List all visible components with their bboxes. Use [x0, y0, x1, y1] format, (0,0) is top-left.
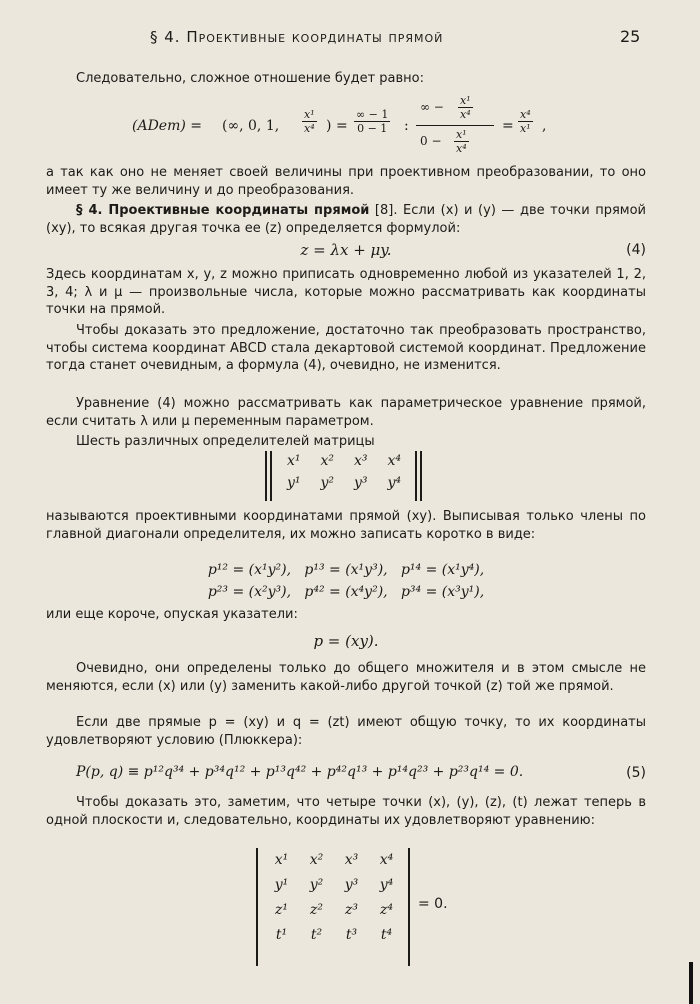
- eq-tuple: (∞, 0, 1,: [222, 118, 280, 134]
- frac-inf-zero: [354, 108, 390, 135]
- determinant-cells: [264, 852, 404, 943]
- eq-colon: :: [404, 118, 409, 134]
- edge-mark: [689, 962, 693, 1004]
- matrix-entry: t¹: [275, 927, 288, 943]
- determinant-bar: [256, 848, 258, 966]
- frac-den: 0 − 1: [357, 122, 388, 135]
- frac-den: x⁴: [304, 122, 315, 135]
- matrix-entry: y³: [353, 475, 368, 491]
- paragraph-coplanar: Чтобы доказать это, заметим, что четыре точки (x), (y), (z), (t) лежат теперь в одной плоскости и, следовательно, координаты их удовлетворяют уравнению:: [46, 795, 646, 828]
- matrix-entry: t³: [345, 927, 358, 943]
- matrix-2x4: [265, 451, 425, 501]
- matrix-bar: [270, 451, 272, 501]
- cf-bottom-frac: [454, 128, 469, 155]
- eq-lhs: (ADem) =: [132, 118, 202, 134]
- matrix-entry: t²: [310, 927, 323, 943]
- paragraph-two-lines: Если две прямые p = (xy) и q = (zt) имеют общую точку, то их координаты удовлетворяют условию (Плюккера):: [46, 715, 646, 748]
- matrix-entry: x⁴: [387, 453, 401, 469]
- eq-equals-2: =: [502, 118, 514, 134]
- cf-inf-minus: ∞ −: [420, 100, 444, 114]
- matrix-entry: t⁴: [380, 927, 393, 943]
- equation-cross-ratio: [132, 94, 552, 160]
- matrix-entry: z¹: [275, 902, 288, 918]
- matrix-entry: z⁴: [380, 902, 393, 918]
- matrix-entry: x⁴: [379, 852, 394, 868]
- frac-num: x¹: [460, 94, 471, 107]
- eq-equals: =: [336, 118, 348, 134]
- matrix-entry: x²: [320, 453, 334, 469]
- eq-close: ): [326, 118, 332, 134]
- frac-den: x⁴: [456, 142, 467, 155]
- matrix-entry: z³: [345, 902, 358, 918]
- paragraph-intro: Следовательно, сложное отношение будет равно:: [76, 71, 424, 86]
- cf-main-bar: [416, 125, 494, 126]
- matrix-bar: [420, 451, 422, 501]
- matrix-entry: y⁴: [379, 877, 394, 893]
- paragraph-indices: Здесь координатам x, y, z можно приписать одновременно любой из указателей 1, 2, 3, 4; λ и μ — произвольные числа, которые можно рассматривать как координаты точки на прямой.: [46, 267, 646, 317]
- frac-x4-x1: [518, 108, 533, 135]
- cf-top-frac: [458, 94, 473, 121]
- determinant-4x4: [256, 848, 476, 966]
- matrix-entry: x³: [353, 453, 368, 469]
- matrix-bar: [265, 451, 267, 501]
- cf-zero-minus: 0 −: [420, 134, 442, 148]
- matrix-entry: y³: [344, 877, 359, 893]
- matrix-entry: x³: [344, 852, 359, 868]
- paragraph-projective-coords: называются проективными координатами прямой (xy). Выписывая только члены по главной диагонали определителя, их можно записать коротко в виде:: [46, 509, 646, 542]
- matrix-entry: y⁴: [387, 475, 402, 491]
- paragraph-proof: Чтобы доказать это предложение, достаточно так преобразовать пространство, чтобы система координат ABCD стала декартовой системой координат. Предложение тогда станет очевидным, а формула (4), очевидно, не изменится.: [46, 323, 646, 373]
- paragraph-parametric: Уравнение (4) можно рассматривать как параметрическое уравнение прямой, если считать λ или μ переменным параметром.: [46, 396, 646, 429]
- matrix-entry: x¹: [274, 852, 289, 868]
- frac-den: x⁴: [460, 108, 471, 121]
- frac-num: x⁴: [520, 108, 531, 121]
- frac-den: x¹: [520, 122, 531, 135]
- equation-5-number: (5): [626, 765, 646, 781]
- matrix-bar: [415, 451, 417, 501]
- equation-4-number: (4): [626, 242, 646, 258]
- paragraph-invariance: а так как оно не меняет своей величины при проективном преобразовании, то оно имеет ту же величину и до преобразования.: [46, 165, 646, 198]
- page-number: 25: [620, 27, 641, 46]
- matrix-entry: y²: [309, 877, 324, 893]
- frac-x1-x4: [302, 108, 317, 135]
- matrix-entry: y¹: [286, 475, 301, 491]
- matrix-entry: x²: [309, 852, 324, 868]
- paragraph-six-determinants: Шесть различных определителей матрицы: [76, 434, 375, 449]
- eq-tail: ,: [542, 118, 547, 134]
- section-4-paragraph: [46, 202, 646, 237]
- running-header: § 4. Проективные координаты прямой: [150, 28, 444, 46]
- compound-fraction: [416, 94, 498, 160]
- paragraph-common-factor: Очевидно, они определены только до общего множителя и в этом смысле не меняются, если (x) или (y) заменить какой-либо другой точкой (z) той же прямой.: [46, 661, 646, 694]
- determinant-bar: [408, 848, 410, 966]
- equation-4: z = λx + μy.: [300, 241, 392, 259]
- equation-5: P(p, q) ≡ p¹²q³⁴ + p³⁴q¹² + p¹³q⁴² + p⁴²q¹³ + p¹⁴q²³ + p²³q¹⁴ = 0.: [76, 764, 524, 780]
- paragraph-shorter: или еще короче, опуская указатели:: [46, 607, 298, 622]
- section-body: [8]. Если (x) и (y) — две точки прямой (xy), то всякая другая точка ее (z) определяется формулой:: [46, 203, 647, 236]
- matrix-entry: x¹: [286, 453, 301, 469]
- section-heading: § 4. Проективные координаты прямой: [76, 203, 370, 218]
- frac-num: x¹: [456, 128, 467, 141]
- matrix-entry: z²: [310, 902, 323, 918]
- matrix-2x4-cells: [277, 453, 411, 491]
- equation-short: p = (xy).: [313, 632, 379, 650]
- frac-num: ∞ − 1: [356, 108, 389, 121]
- matrix-entry: y²: [320, 475, 335, 491]
- plucker-row-1: p¹² = (x¹y²), p¹³ = (x¹y³), p¹⁴ = (x¹y⁴),: [207, 562, 485, 578]
- determinant-rhs: = 0.: [418, 896, 448, 912]
- plucker-row-2: p²³ = (x²y³), p⁴² = (x⁴y²), p³⁴ = (x³y¹),: [207, 584, 485, 600]
- matrix-entry: y¹: [274, 877, 289, 893]
- frac-num: x¹: [304, 108, 315, 121]
